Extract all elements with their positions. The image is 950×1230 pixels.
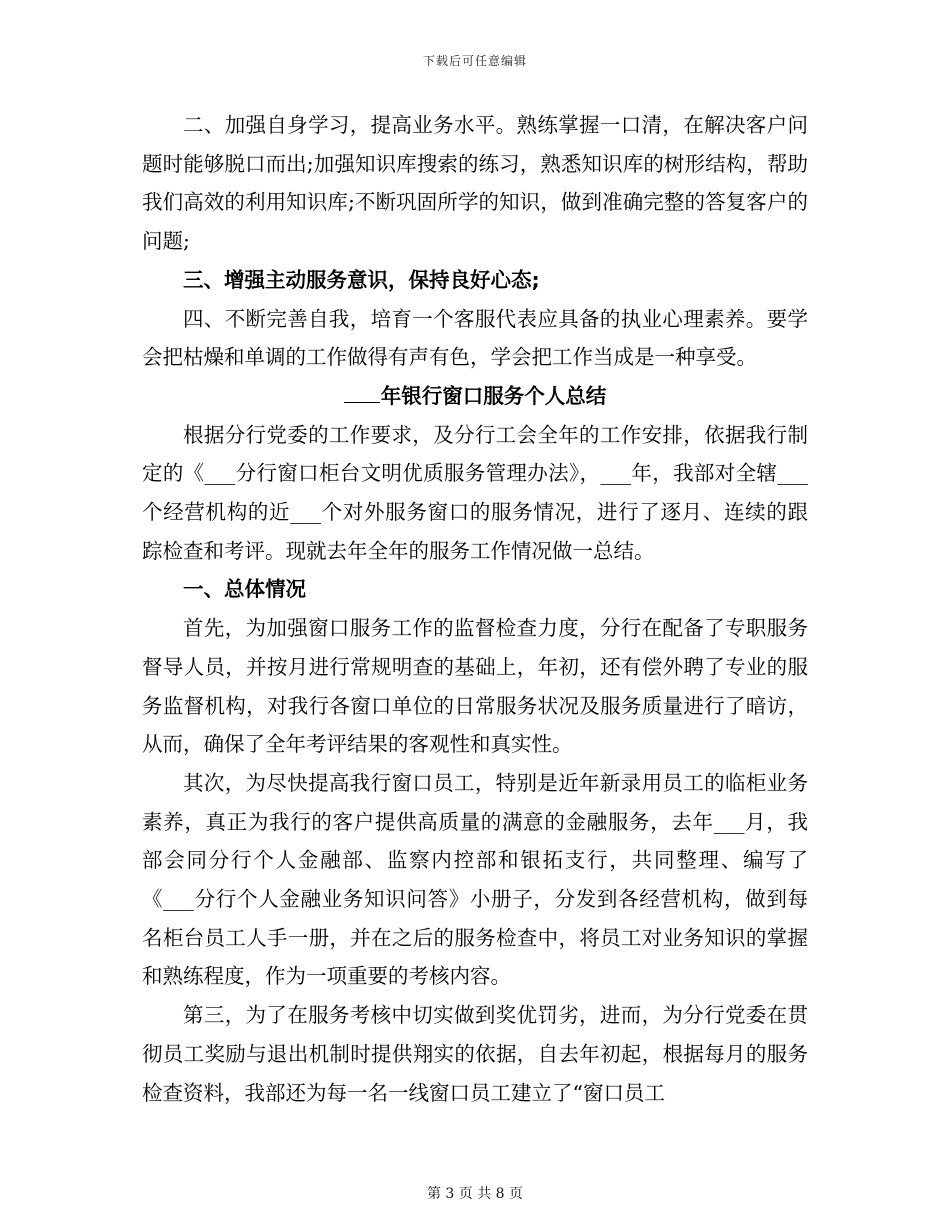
- heading-overall: 一、总体情况: [183, 577, 306, 602]
- paragraph-intro: 根据分行党委的工作要求，及分行工会全年的工作安排，依据我行制定的《___分行窗口柜台文明优质服务管理办法》，___年，我部对全辖___个经营机构的近___个对外服务窗口的服务情况，进行了逐月、连续的跟踪检查和考评。现就去年全年的服务工作情况做一总结。: [142, 422, 808, 563]
- section-title: [142, 377, 808, 416]
- paragraph-third: 第三，为了在服务考核中切实做到奖优罚劣，进而，为分行党委在贯彻员工奖励与退出机制时提供翔实的依据，自去年初起，根据每月的服务检查资料，我部还为每一名一线窗口员工建立了“窗口员工: [142, 1003, 808, 1105]
- paragraph-first: 首先，为加强窗口服务工作的监督检查力度，分行在配备了专职服务督导人员，并按月进行常规明查的基础上，年初，还有偿外聘了专业的服务监督机构，对我行各窗口单位的日常服务状况及服务质量进行了暗访，从而，确保了全年考评结果的客观性和真实性。: [142, 616, 808, 757]
- paragraph-self-improvement: 四、不断完善自我，培育一个客服代表应具备的执业心理素养。要学会把枯燥和单调的工作做得有声有色，学会把工作当成是一种享受。: [142, 306, 808, 370]
- paragraph-second: 其次，为尽快提高我行窗口员工，特别是近年新录用员工的临柜业务素养，真正为我行的客户提供高质量的满意的金融服务，去年___月，我部会同分行个人金融部、监察内控部和银拓支行，共同整理、编写了《___分行个人金融业务知识问答》小册子，分发到各经营机构，做到每名柜台员工人手一册，并在之后的服务检查中，将员工对业务知识的掌握和熟练程度，作为一项重要的考核内容。: [142, 770, 808, 989]
- page-footer: 第 3 页 共 8 页: [426, 1186, 524, 1202]
- document-body: [142, 106, 808, 1112]
- page-header: 下载后可任意编辑: [422, 54, 527, 68]
- section-title-text: 年银行窗口服务个人总结: [380, 383, 607, 408]
- title-blank: [344, 384, 380, 403]
- heading-service-awareness: 三、增强主动服务意识，保持良好心态;: [183, 267, 540, 292]
- paragraph-study: 二、加强自身学习，提高业务水平。熟练掌握一口清，在解决客户问题时能够脱口而出;加强知识库搜索的练习，熟悉知识库的树形结构，帮助我们高效的利用知识库;不断巩固所学的知识，做到准确完整的答复客户的问题;: [142, 113, 808, 254]
